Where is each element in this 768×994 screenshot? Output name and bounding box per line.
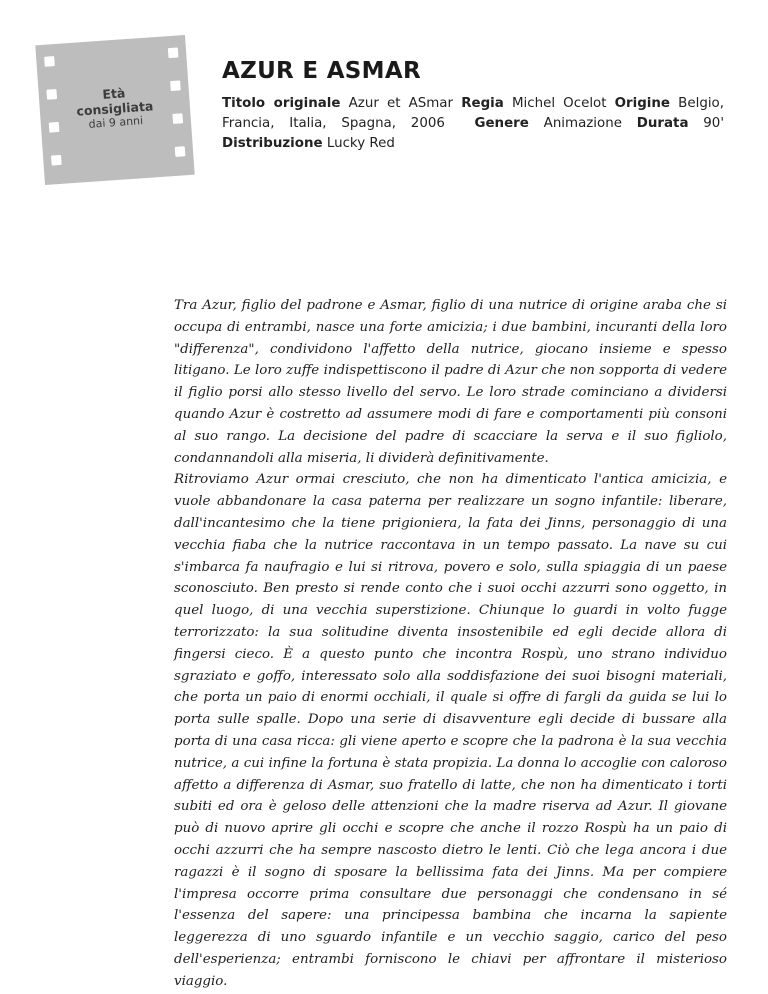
credit-label-director: Regia: [461, 96, 504, 111]
credit-value-director: Michel Ocelot: [511, 96, 607, 111]
age-badge-filmstrip: [35, 35, 194, 185]
film-perforation-icon: [44, 56, 55, 67]
film-credits: [222, 94, 724, 154]
synopsis-paragraph-1: Tra Azur, figlio del padrone e Asmar, figlio di una nutrice di origine araba che si occupa di entrambi, nasce una forte amicizia; i due bambini, incuranti della loro "differenza", condividono l'affetto della nutrice, giocano insieme e spesso litigano. Le loro zuffe indispettiscono il padre di Azur che non sopporta di vedere il figlio porsi allo stesso livello del servo. Le loro strade cominciano a dividersi quando Azur è costretto ad assumere modi di fare e comportamenti più consoni al suo rango. La decisione del padre di scacciare la serva e il suo figliolo, condannandoli alla miseria, li dividerà definitivamente.: [174, 298, 727, 466]
credit-value-origin: Belgio, Francia, Italia, Spagna, 2006: [222, 96, 724, 131]
age-badge-subtitle: dai 9 anni: [88, 114, 144, 131]
credit-label-duration: Durata: [636, 116, 689, 131]
film-title: AZUR E ASMAR: [222, 58, 421, 84]
credit-value-duration: 90': [703, 116, 725, 131]
film-perforation-icon: [51, 155, 62, 166]
film-perforation-icon: [175, 146, 186, 157]
credit-value-original-title: Azur et ASmar: [348, 96, 454, 111]
credit-label-distribution: Distribuzione: [222, 136, 323, 151]
age-badge-title-line1: Età: [101, 85, 126, 102]
age-badge-title-line2: consigliata: [75, 98, 154, 119]
film-perforation-icon: [168, 47, 179, 58]
synopsis: [174, 295, 727, 993]
credit-label-original-title: Titolo originale: [222, 96, 341, 111]
age-badge-text: [39, 81, 192, 135]
credit-value-distribution: Lucky Red: [326, 136, 395, 151]
synopsis-paragraph-2: Ritroviamo Azur ormai cresciuto, che non ha dimenticato l'antica amicizia, e vuole abbandonare la casa paterna per realizzare un sogno infantile: liberare, dall'incantesimo che la tiene prigioniera, la fata dei Jinns, personaggio di una vecchia fiaba che la nutrice raccontava in un tempo passato. La nave su cui s'imbarca fa naufragio e lui si ritrova, povero e solo, sulla spiaggia di un paese sconosciuto. Ben presto si rende conto che i suoi occhi azzurri sono oggetto, in quel luogo, di una vecchia superstizione. Chiunque lo guardi in volto fugge terrorizzato: la sua solitudine diventa insostenibile ed egli decide allora di fingersi cieco. È a questo punto che incontra Rospù, uno strano individuo sgraziato e goffo, interessato solo alla soddisfazione dei suoi bisogni materiali, che porta un paio di enormi occhiali, il quale si offre di fargli da guida se lui lo porta sulle spalle. Dopo una serie di disavventure egli decide di bussare alla porta di una casa ricca: gli viene aperto e scopre che la padrona è la sua vecchia nutrice, a cui infine la fortuna è stata propizia. La donna lo accoglie con caloroso affetto a differenza di Asmar, suo fratello di latte, che non ha dimenticato i torti subiti ed ora è geloso delle attenzioni che la madre riserva ad Azur. Il giovane può di nuovo aprire gli occhi e scopre che anche il rozzo Rospù ha un paio di occhi azzurri che ha sempre nascosto dietro le lenti. Ciò che lega ancora i due ragazzi è il sogno di sposare la bellissima fata dei Jinns. Ma per compiere l'impresa occorre prima consultare due personaggi che condensano in sé l'essenza del sapere: una principessa bambina che incarna la sapiente leggerezza di uno sguardo infantile e un vecchio saggio, carico del peso dell'esperienza; entrambi forniscono le chiavi per affrontare il misterioso viaggio.: [174, 472, 727, 989]
credit-label-genre: Genere: [474, 116, 529, 131]
credit-label-origin: Origine: [614, 96, 671, 111]
credit-value-genre: Animazione: [543, 116, 622, 131]
